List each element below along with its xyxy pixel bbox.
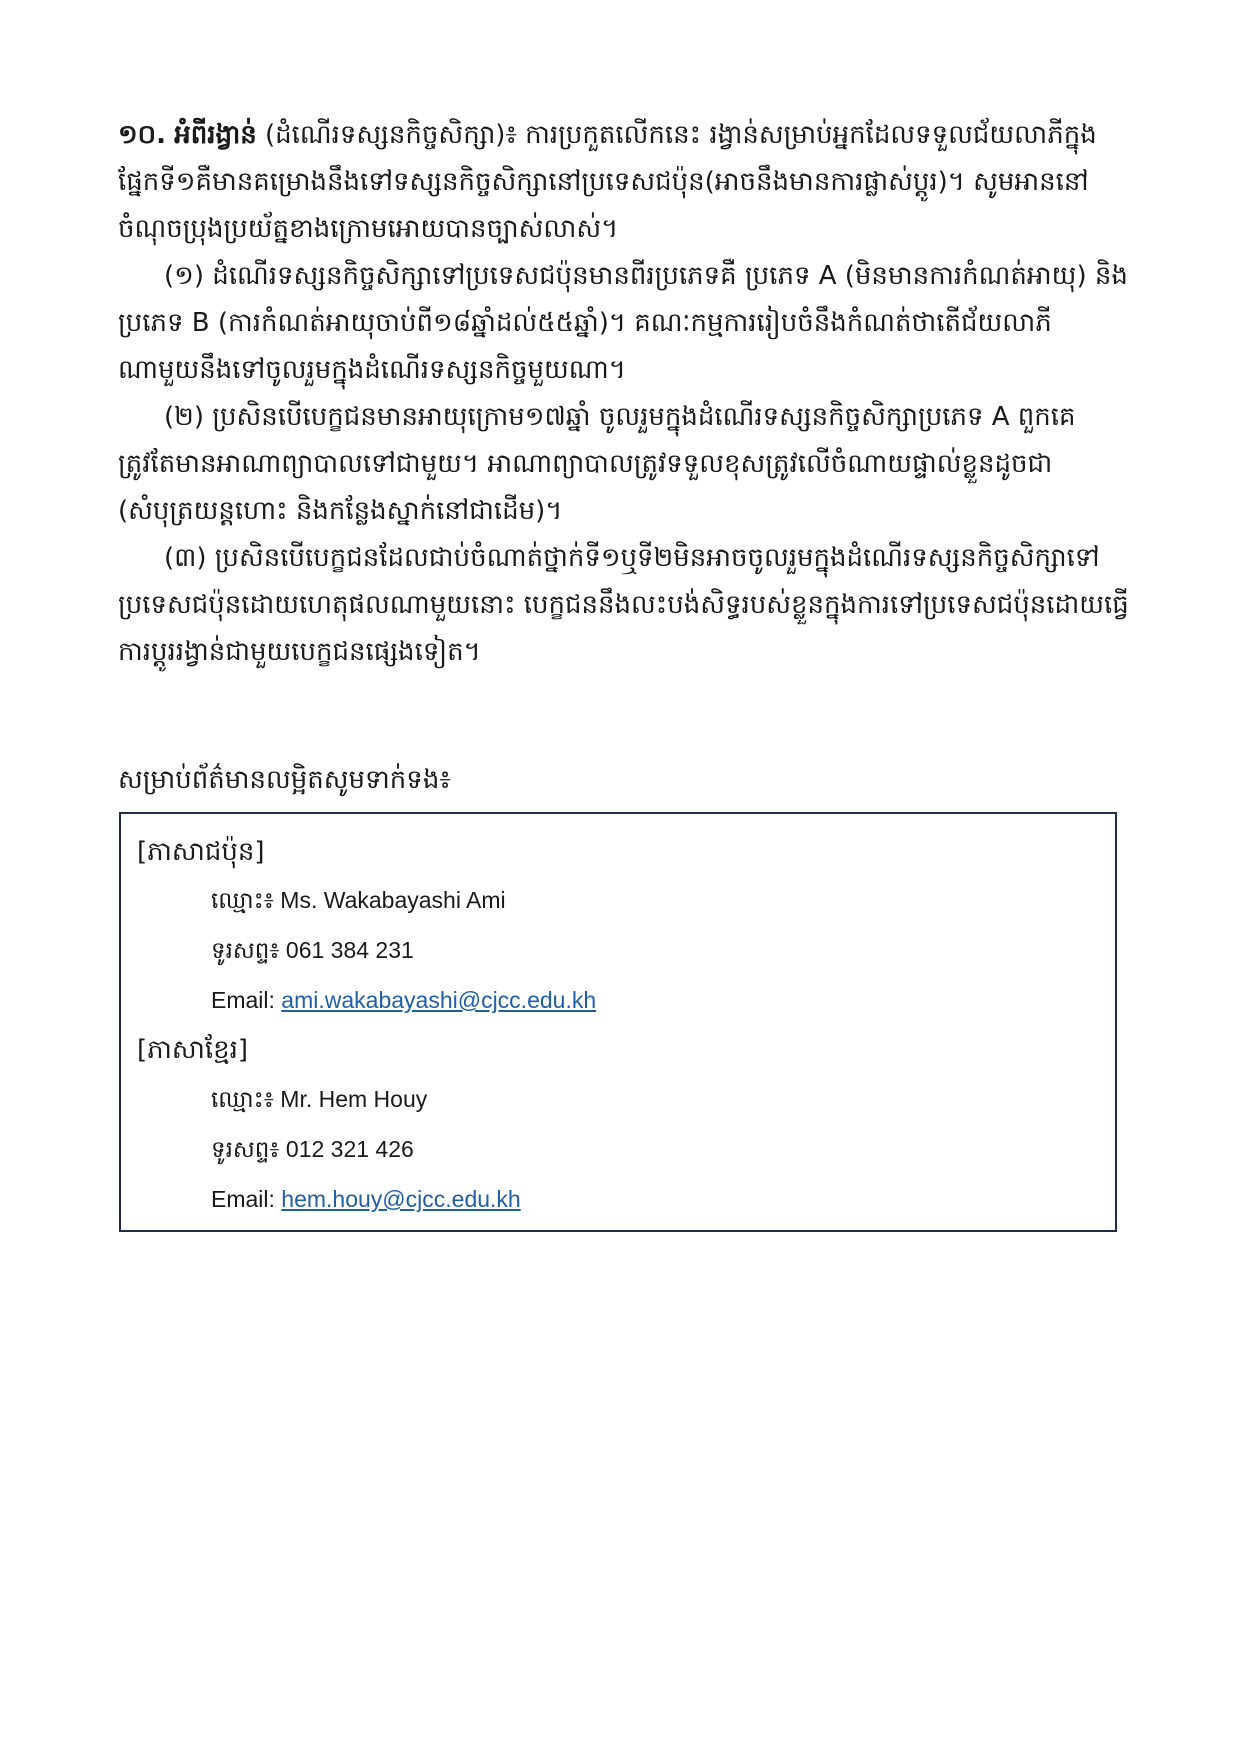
prize-item-3: (៣) ប្រសិនបើបេក្ខជនដែលជាប់ចំណាត់ថ្នាក់ទី១ឬទី២មិនអាចចូលរួមក្នុងដំណើរទស្សនកិច្ចសិក្សាទៅប្រទេសជប៉ុនដោយហេតុផលណាមួយនោះ បេក្ខជននឹងលះបង់សិទ្ធរបស់ខ្លួនក្នុងការទៅប្រទេសជប៉ុនដោយធ្វើការប្តូររង្វាន់ជាមួយបេក្ខជនផ្សេងទៀត។ (118, 543, 1129, 667)
name-label: ឈ្មោះ៖ (211, 1087, 274, 1113)
phone-label: ទូរសព្ទ៖ (211, 938, 280, 964)
khmer-email-row (211, 1182, 521, 1216)
japanese-email-link[interactable]: ami.wakabayashi@cjcc.edu.kh (281, 987, 597, 1013)
japanese-contact-label: [ភាសាជប៉ុន] (137, 837, 265, 867)
prize-section (118, 112, 1130, 676)
prize-item-1: (១) ដំណើរទស្សនកិច្ចសិក្សាទៅប្រទេសជប៉ុនមានពីរប្រភេទគឺ ប្រភេទ A (មិនមានការកំណត់អាយុ) និងប្រភេទ B (ការកំណត់អាយុចាប់ពី១៨ឆ្នាំដល់៥៥ឆ្នាំ)។ គណៈកម្មការរៀបចំនឹងកំណត់ថាតើជ័យលាភីណាមួយនឹងទៅចូលរួមក្នុងដំណើរទស្សនកិច្ចមួយណា។ (118, 261, 1128, 385)
khmer-contact-name: Mr. Hem Houy (280, 1086, 428, 1112)
prize-intro-paragraph (118, 112, 1130, 253)
khmer-name-row (211, 1082, 427, 1117)
japanese-contact-name: Ms. Wakabayashi Ami (280, 887, 506, 913)
japanese-phone-row (211, 933, 414, 968)
section-intro: (ដំណើរទស្សនកិច្ចសិក្សា)៖ ការប្រកួតលើកនេះ រង្វាន់សម្រាប់អ្នកដែលទទួលជ័យលាភីក្នុងផ្នែកទី១គឺមានគម្រោងនឹងទៅទស្សនកិច្ចសិក្សានៅប្រទេសជប៉ុន(អាចនឹងមានការផ្លាស់ប្តូរ)។ សូមអាននៅចំណុចប្រុងប្រយ័ត្នខាងក្រោមអោយបានច្បាស់លាស់។ (118, 120, 1097, 244)
name-label: ឈ្មោះ៖ (211, 888, 274, 914)
contact-box (119, 812, 1117, 1232)
email-label: Email: (211, 987, 275, 1013)
japanese-contact-phone: 061 384 231 (285, 937, 414, 963)
email-label: Email: (211, 1186, 275, 1212)
japanese-name-row (211, 883, 506, 918)
contact-intro: សម្រាប់ព័ត៌មានលម្អិតសូមទាក់ទង៖ (118, 765, 451, 795)
japanese-email-row (211, 983, 596, 1017)
khmer-email-link[interactable]: hem.houy@cjcc.edu.kh (281, 1186, 521, 1212)
prize-item-2: (២) ប្រសិនបើបេក្ខជនមានអាយុក្រោម១៧ឆ្នាំ ចូលរួមក្នុងដំណើរទស្សនកិច្ចសិក្សាប្រភេទ A ពួកគេត្រូវតែមានអាណាព្យាបាលទៅជាមួយ។ អាណាព្យាបាលត្រូវទទួលខុសត្រូវលើចំណាយផ្ទាល់ខ្លួនដូចជា (សំបុត្រយន្តហោះ និងកន្លែងស្នាក់នៅជាដើម)។ (118, 402, 1076, 526)
section-number: ១០. (118, 120, 166, 150)
phone-label: ទូរសព្ទ៖ (211, 1137, 280, 1163)
khmer-contact-phone: 012 321 426 (285, 1136, 414, 1162)
khmer-contact-label: [ភាសាខ្មែរ] (137, 1035, 249, 1065)
khmer-phone-row (211, 1132, 414, 1167)
section-title: អំពីរង្វាន់ (174, 120, 257, 150)
